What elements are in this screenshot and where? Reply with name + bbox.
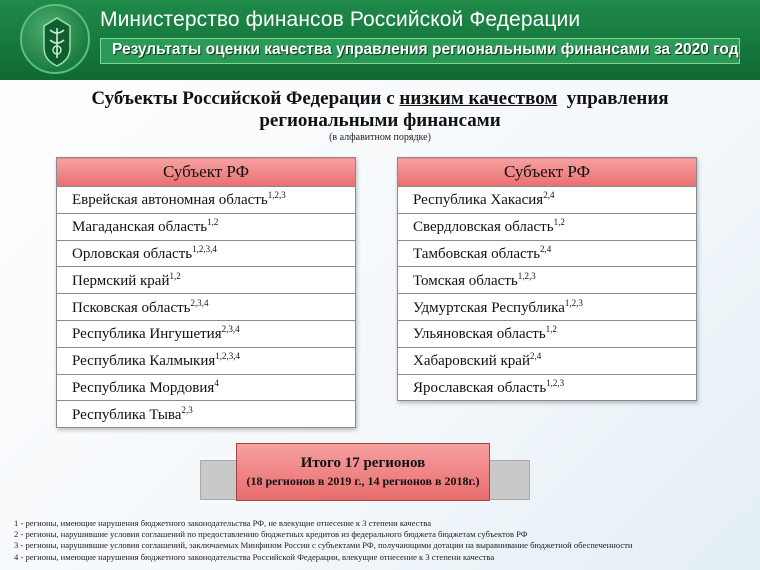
- title-part2: управления: [557, 88, 669, 109]
- region-notes: 1,2,3: [267, 190, 286, 201]
- header-bar: [0, 0, 760, 80]
- region-notes: 1,2,3,4: [215, 351, 241, 362]
- region-name: Тамбовская область: [413, 245, 541, 262]
- region-name: Псковская область: [72, 299, 191, 316]
- left-regions-table: [56, 157, 356, 428]
- region-notes: 2,4: [543, 190, 555, 201]
- page-title: [0, 88, 760, 132]
- ministry-name: Министерство финансов Российской Федерации: [100, 8, 581, 31]
- sort-note: (в алфавитном порядке): [329, 132, 431, 143]
- region-name: Ульяновская область: [413, 326, 546, 343]
- region-name: Томская область: [413, 272, 518, 289]
- footnote-1: 1 - регионы, имеющие нарушения бюджетного законодательства РФ, не влекущие отнесение к 3 степени качества: [14, 518, 432, 528]
- region-name: Республика Мордовия: [72, 379, 215, 396]
- table-row: [398, 267, 697, 294]
- region-name: Республика Тыва: [72, 406, 182, 423]
- footnote-3: 3 - регионы, нарушившие условия соглашений, заключаемых Минфином России с субъектами РФ, получающими дотации на выравнивание бюджетной обеспеченности: [14, 540, 633, 551]
- region-name: Ярославская область: [413, 379, 547, 396]
- footnotes: [14, 518, 754, 563]
- region-notes: 1,2,3: [564, 297, 583, 308]
- title-line2: региональными финансами: [259, 110, 501, 131]
- footnote-4: 4 - регионы, имеющие нарушения бюджетного законодательства Российской Федерации, влекущие отнесение к 3 степени качества: [14, 551, 495, 562]
- region-name: Республика Хакасия: [413, 192, 544, 209]
- region-notes: 2,3,4: [221, 324, 240, 335]
- table-row: [398, 294, 697, 321]
- table-row: [398, 347, 697, 374]
- table-header: Субъект РФ: [398, 158, 697, 187]
- title-highlight: низким качеством: [399, 88, 558, 109]
- region-notes: 1,2,3: [546, 377, 565, 388]
- table-row: [398, 320, 697, 347]
- region-notes: 2,4: [540, 243, 552, 254]
- region-notes: 1,2: [545, 324, 557, 335]
- total-main: Итого 17 регионов: [300, 455, 426, 471]
- region-name: Магаданская область: [72, 219, 208, 236]
- table-row: [57, 294, 356, 321]
- total-box: [236, 443, 490, 501]
- table-row: [398, 374, 697, 401]
- slide-subtitle: Результаты оценки качества управления региональными финансами за 2020 год: [112, 41, 739, 58]
- region-notes: 2,4: [530, 351, 542, 362]
- table-row: [57, 320, 356, 347]
- region-name: Пермский край: [72, 272, 170, 289]
- region-name: Хабаровский край: [413, 353, 530, 370]
- region-name: Свердловская область: [413, 219, 554, 236]
- region-name: Орловская область: [72, 245, 193, 262]
- ministry-emblem-icon: [20, 4, 90, 74]
- region-notes: 1,2,3: [517, 270, 536, 281]
- region-notes: 4: [214, 377, 219, 388]
- region-notes: 1,2: [207, 217, 219, 228]
- table-row: [57, 240, 356, 267]
- table-header: Субъект РФ: [57, 158, 356, 187]
- table-row: [57, 267, 356, 294]
- table-row: [398, 187, 697, 214]
- region-notes: 2,3: [181, 404, 193, 415]
- table-row: [57, 401, 356, 428]
- total-sub: (18 регионов в 2019 г., 14 регионов в 2018г.): [246, 474, 480, 488]
- region-notes: 1,2: [169, 270, 181, 281]
- table-row: [57, 187, 356, 214]
- table-row: [57, 374, 356, 401]
- table-row: [57, 347, 356, 374]
- title-part1: Субъекты Российской Федерации с: [91, 88, 400, 109]
- footnote-2: 2 - регионы, нарушившие условия соглашений по предоставлению бюджетных кредитов из федерального бюджета бюджетам субъектов РФ: [14, 529, 528, 540]
- region-name: Республика Ингушетия: [72, 326, 222, 343]
- region-name: Республика Калмыкия: [72, 353, 216, 370]
- table-row: [398, 213, 697, 240]
- region-notes: 1,2: [553, 217, 565, 228]
- region-notes: 1,2,3,4: [192, 243, 217, 254]
- right-regions-table: [397, 157, 697, 401]
- region-name: Удмуртская Республика: [413, 299, 565, 316]
- region-notes: 2,3,4: [190, 297, 209, 308]
- region-name: Еврейская автономная область: [72, 192, 268, 209]
- table-row: [398, 240, 697, 267]
- table-row: [57, 213, 356, 240]
